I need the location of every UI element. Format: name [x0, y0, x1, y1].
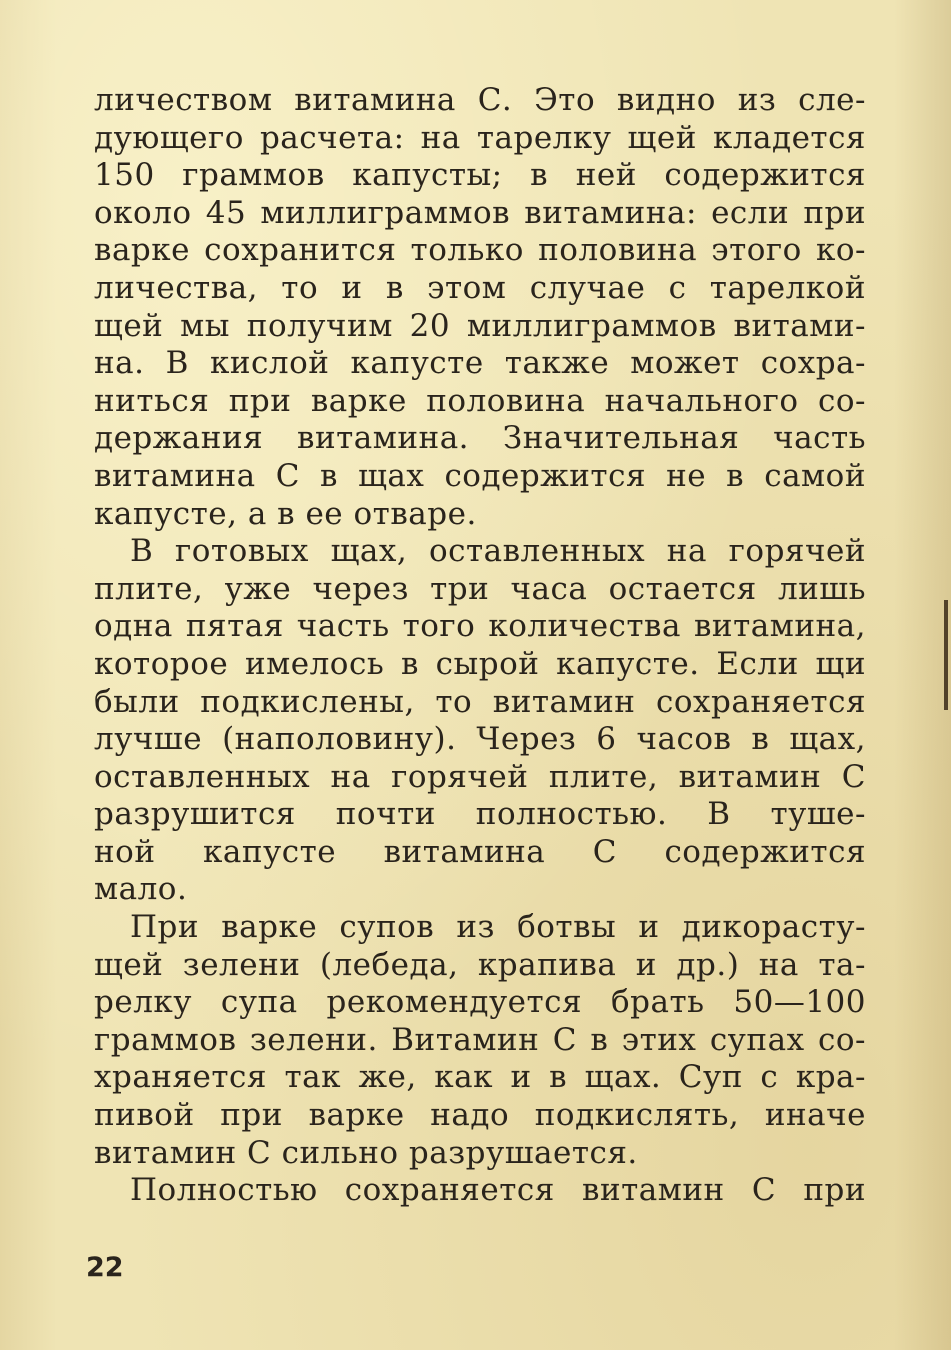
text-line: личества, то и в этом случае с тарелкой — [94, 269, 866, 306]
paragraph-first-line: Полностью сохраняется витамин С при — [130, 1172, 866, 1209]
text-line: личеством витамина С. Это видно из сле- — [94, 82, 866, 118]
text-line: лучше (наполовину). Через 6 часов в щах, — [94, 721, 866, 758]
paragraph-first-line: В готовых щах, оставленных на горячей — [130, 533, 866, 570]
text-line: капусте, а в ее отваре. — [94, 495, 477, 532]
text-line: щей мы получим 20 миллиграммов витами- — [94, 307, 866, 344]
text-line: храняется так же, как и в щах. Суп с кра- — [94, 1059, 866, 1096]
text-line: около 45 миллиграммов витамина: если при — [94, 194, 866, 231]
text-line: витамин С сильно разрушается. — [94, 1134, 638, 1171]
text-line: ной капусте витамина С содержится — [94, 833, 866, 870]
text-line: одна пятая часть того количества витамина, — [94, 608, 866, 645]
text-line: на. В кислой капусте также может сохра- — [94, 345, 866, 382]
page-edge-mark — [944, 600, 948, 710]
text-line: оставленных на горячей плите, витамин С — [94, 758, 866, 795]
text-line: щей зелени (лебеда, крапива и др.) на та- — [94, 946, 866, 983]
text-line: были подкислены, то витамин сохраняется — [94, 683, 866, 720]
text-line: плите, уже через три часа остается лишь — [94, 570, 866, 607]
text-line: варке сохранится только половина этого ко- — [94, 232, 866, 269]
body-text — [94, 82, 866, 1210]
paragraph-first-line: При варке супов из ботвы и дикорасту- — [130, 909, 866, 946]
text-line: витамина С в щах содержится не в самой — [94, 457, 866, 494]
text-line: разрушится почти полностью. В туше- — [94, 796, 866, 833]
text-line: ниться при варке половина начального со- — [94, 382, 866, 419]
page-number: 22 — [86, 1252, 124, 1283]
text-line: держания витамина. Значительная часть — [94, 420, 866, 457]
text-line: дующего расчета: на тарелку щей кладется — [94, 119, 866, 156]
text-line: релку супа рекомендуется брать 50—100 — [94, 984, 866, 1021]
text-line: граммов зелени. Витамин С в этих супах со- — [94, 1021, 866, 1058]
text-line: мало. — [94, 871, 188, 908]
text-line: пивой при варке надо подкислять, иначе — [94, 1097, 866, 1134]
text-line: которое имелось в сырой капусте. Если щи — [94, 645, 866, 682]
text-line: 150 граммов капусты; в ней содержится — [94, 157, 866, 194]
